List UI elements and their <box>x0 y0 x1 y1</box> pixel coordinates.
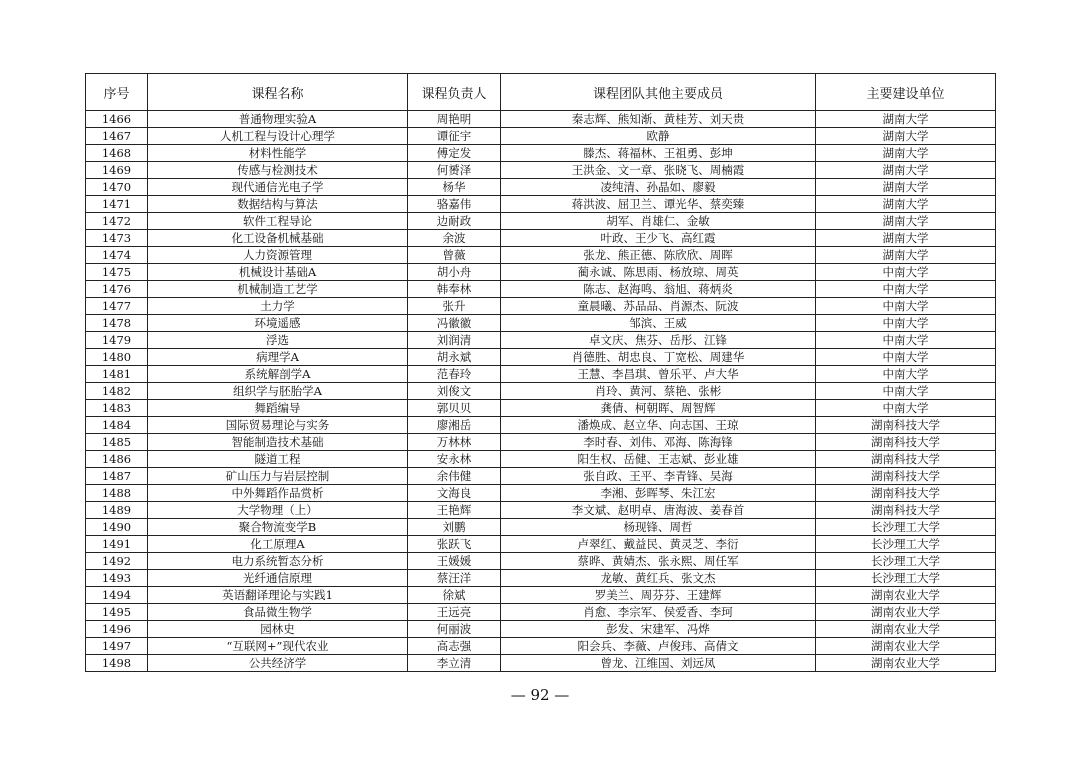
cell-team-members: 欧静 <box>501 128 816 145</box>
table-row <box>86 196 996 213</box>
table-row <box>86 179 996 196</box>
table-row <box>86 502 996 519</box>
cell-institution: 湖南科技大学 <box>816 417 996 434</box>
cell-institution: 湖南农业大学 <box>816 638 996 655</box>
cell-institution: 中南大学 <box>816 281 996 298</box>
cell-index: 1489 <box>86 502 148 519</box>
cell-course-name: 隧道工程 <box>148 451 408 468</box>
cell-course-lead: 高志强 <box>408 638 501 655</box>
cell-institution: 中南大学 <box>816 383 996 400</box>
cell-index: 1483 <box>86 400 148 417</box>
cell-index: 1497 <box>86 638 148 655</box>
cell-institution: 长沙理工大学 <box>816 553 996 570</box>
cell-course-lead: 余波 <box>408 230 501 247</box>
cell-institution: 湖南大学 <box>816 179 996 196</box>
cell-course-name: 浮选 <box>148 332 408 349</box>
table-row <box>86 247 996 264</box>
cell-index: 1492 <box>86 553 148 570</box>
cell-course-name: 土力学 <box>148 298 408 315</box>
cell-index: 1485 <box>86 434 148 451</box>
cell-course-lead: 周艳明 <box>408 111 501 128</box>
cell-team-members: 凌纯清、孙晶如、廖毅 <box>501 179 816 196</box>
table-row <box>86 281 996 298</box>
table-row <box>86 536 996 553</box>
cell-course-name: 机械设计基础A <box>148 264 408 281</box>
cell-team-members: 阳生权、岳健、王志斌、彭业雄 <box>501 451 816 468</box>
cell-index: 1480 <box>86 349 148 366</box>
cell-index: 1470 <box>86 179 148 196</box>
table-row <box>86 400 996 417</box>
cell-course-lead: 万林林 <box>408 434 501 451</box>
cell-institution: 湖南科技大学 <box>816 468 996 485</box>
cell-course-lead: 文海良 <box>408 485 501 502</box>
table-row <box>86 128 996 145</box>
cell-course-name: 系统解剖学A <box>148 366 408 383</box>
table-row <box>86 417 996 434</box>
cell-team-members: 阳会兵、李薇、卢俊玮、高倩文 <box>501 638 816 655</box>
cell-course-name: 化工设备机械基础 <box>148 230 408 247</box>
table-row <box>86 230 996 247</box>
cell-course-name: 机械制造工艺学 <box>148 281 408 298</box>
table-row <box>86 213 996 230</box>
cell-institution: 湖南科技大学 <box>816 434 996 451</box>
cell-team-members: 邹滨、王威 <box>501 315 816 332</box>
cell-course-name: 普通物理实验A <box>148 111 408 128</box>
table-row <box>86 485 996 502</box>
cell-course-name: 化工原理A <box>148 536 408 553</box>
cell-course-name: “互联网+”现代农业 <box>148 638 408 655</box>
table-row <box>86 315 996 332</box>
cell-team-members: 肖愈、李宗军、侯爱香、李珂 <box>501 604 816 621</box>
cell-index: 1474 <box>86 247 148 264</box>
cell-institution: 湖南大学 <box>816 230 996 247</box>
cell-institution: 湖南大学 <box>816 128 996 145</box>
cell-index: 1494 <box>86 587 148 604</box>
cell-team-members: 肖玲、黄河、蔡艳、张彬 <box>501 383 816 400</box>
cell-course-lead: 王艳辉 <box>408 502 501 519</box>
cell-index: 1481 <box>86 366 148 383</box>
cell-institution: 湖南科技大学 <box>816 502 996 519</box>
cell-course-name: 舞蹈编导 <box>148 400 408 417</box>
table-row <box>86 366 996 383</box>
cell-course-name: 病理学A <box>148 349 408 366</box>
cell-course-lead: 曾薇 <box>408 247 501 264</box>
cell-course-lead: 韩奉林 <box>408 281 501 298</box>
cell-index: 1491 <box>86 536 148 553</box>
cell-index: 1471 <box>86 196 148 213</box>
cell-team-members: 胡军、肖雄仁、金敏 <box>501 213 816 230</box>
cell-team-members: 李文斌、赵明卓、唐海波、姜春首 <box>501 502 816 519</box>
cell-course-lead: 王媛媛 <box>408 553 501 570</box>
cell-index: 1487 <box>86 468 148 485</box>
table-row <box>86 604 996 621</box>
cell-course-name: 现代通信光电子学 <box>148 179 408 196</box>
cell-course-name: 数据结构与算法 <box>148 196 408 213</box>
cell-course-lead: 何赟泽 <box>408 162 501 179</box>
cell-team-members: 王慧、李昌琪、曾乐平、卢大华 <box>501 366 816 383</box>
cell-index: 1493 <box>86 570 148 587</box>
cell-index: 1490 <box>86 519 148 536</box>
cell-course-name: 智能制造技术基础 <box>148 434 408 451</box>
cell-institution: 湖南大学 <box>816 247 996 264</box>
cell-team-members: 蔺永诚、陈思雨、杨放琼、周英 <box>501 264 816 281</box>
cell-team-members: 王洪金、文一章、张晓飞、周楠霞 <box>501 162 816 179</box>
cell-team-members: 张龙、熊正德、陈欣欣、周晖 <box>501 247 816 264</box>
cell-index: 1479 <box>86 332 148 349</box>
cell-course-name: 人机工程与设计心理学 <box>148 128 408 145</box>
cell-course-name: 电力系统暂态分析 <box>148 553 408 570</box>
table-row <box>86 587 996 604</box>
cell-team-members: 彭发、宋建军、冯烨 <box>501 621 816 638</box>
cell-index: 1495 <box>86 604 148 621</box>
cell-course-lead: 何丽波 <box>408 621 501 638</box>
table-row <box>86 621 996 638</box>
cell-team-members: 杨现锋、周哲 <box>501 519 816 536</box>
table-body <box>86 111 996 672</box>
cell-index: 1475 <box>86 264 148 281</box>
cell-course-name: 软件工程导论 <box>148 213 408 230</box>
header-course-lead: 课程负责人 <box>408 74 501 111</box>
cell-course-lead: 余伟健 <box>408 468 501 485</box>
table-row <box>86 298 996 315</box>
cell-course-name: 聚合物流变学B <box>148 519 408 536</box>
cell-institution: 中南大学 <box>816 264 996 281</box>
table-row <box>86 383 996 400</box>
cell-index: 1467 <box>86 128 148 145</box>
cell-institution: 湖南科技大学 <box>816 451 996 468</box>
cell-course-lead: 刘润清 <box>408 332 501 349</box>
cell-team-members: 张自政、王平、李青锋、吴海 <box>501 468 816 485</box>
table-row <box>86 162 996 179</box>
cell-course-name: 材料性能学 <box>148 145 408 162</box>
cell-team-members: 秦志辉、熊知渐、黄桂芳、刘天贵 <box>501 111 816 128</box>
cell-team-members: 李湘、彭晖琴、朱江宏 <box>501 485 816 502</box>
table-row <box>86 349 996 366</box>
cell-course-lead: 范春玲 <box>408 366 501 383</box>
cell-team-members: 叶政、王少飞、高红霞 <box>501 230 816 247</box>
header-index: 序号 <box>86 74 148 111</box>
cell-index: 1486 <box>86 451 148 468</box>
cell-index: 1476 <box>86 281 148 298</box>
cell-institution: 中南大学 <box>816 332 996 349</box>
cell-course-name: 食品微生物学 <box>148 604 408 621</box>
table-row <box>86 519 996 536</box>
cell-course-lead: 杨华 <box>408 179 501 196</box>
table-row <box>86 434 996 451</box>
cell-course-name: 组织学与胚胎学A <box>148 383 408 400</box>
cell-course-lead: 郭贝贝 <box>408 400 501 417</box>
cell-institution: 中南大学 <box>816 298 996 315</box>
cell-institution: 中南大学 <box>816 366 996 383</box>
cell-team-members: 蒋洪波、屈卫兰、谭光华、蔡奕臻 <box>501 196 816 213</box>
cell-team-members: 李时春、刘伟、邓海、陈海锋 <box>501 434 816 451</box>
cell-course-name: 光纤通信原理 <box>148 570 408 587</box>
cell-team-members: 卓文庆、焦芬、岳彤、江锋 <box>501 332 816 349</box>
cell-index: 1466 <box>86 111 148 128</box>
cell-course-name: 国际贸易理论与实务 <box>148 417 408 434</box>
cell-course-lead: 徐斌 <box>408 587 501 604</box>
table-row <box>86 145 996 162</box>
cell-institution: 湖南农业大学 <box>816 587 996 604</box>
cell-course-lead: 安永林 <box>408 451 501 468</box>
cell-course-name: 传感与检测技术 <box>148 162 408 179</box>
cell-course-lead: 谭征宇 <box>408 128 501 145</box>
cell-course-lead: 张升 <box>408 298 501 315</box>
cell-course-lead: 冯徽徽 <box>408 315 501 332</box>
cell-index: 1484 <box>86 417 148 434</box>
cell-institution: 湖南科技大学 <box>816 485 996 502</box>
cell-team-members: 滕杰、蒋福林、王祖勇、彭坤 <box>501 145 816 162</box>
table-row <box>86 111 996 128</box>
table-row <box>86 570 996 587</box>
cell-team-members: 陈志、赵海鸣、翁旭、蒋炳炎 <box>501 281 816 298</box>
cell-team-members: 曾龙、江维国、刘远凤 <box>501 655 816 672</box>
cell-course-name: 环境遥感 <box>148 315 408 332</box>
cell-institution: 湖南农业大学 <box>816 655 996 672</box>
table-row <box>86 638 996 655</box>
table-header-row <box>86 74 996 111</box>
cell-course-lead: 胡小舟 <box>408 264 501 281</box>
cell-course-name: 英语翻译理论与实践1 <box>148 587 408 604</box>
cell-course-lead: 刘俊文 <box>408 383 501 400</box>
cell-team-members: 卢翠红、戴益民、黄灵芝、李衍 <box>501 536 816 553</box>
cell-course-name: 公共经济学 <box>148 655 408 672</box>
cell-index: 1498 <box>86 655 148 672</box>
cell-institution: 湖南农业大学 <box>816 621 996 638</box>
cell-institution: 长沙理工大学 <box>816 536 996 553</box>
cell-index: 1468 <box>86 145 148 162</box>
cell-index: 1496 <box>86 621 148 638</box>
cell-team-members: 童晨曦、苏品品、肖源杰、阮波 <box>501 298 816 315</box>
cell-course-lead: 张跃飞 <box>408 536 501 553</box>
cell-course-lead: 蔡汪洋 <box>408 570 501 587</box>
cell-course-lead: 傅定发 <box>408 145 501 162</box>
cell-index: 1469 <box>86 162 148 179</box>
cell-institution: 湖南大学 <box>816 145 996 162</box>
cell-team-members: 龙敏、黄红兵、张文杰 <box>501 570 816 587</box>
header-team-members: 课程团队其他主要成员 <box>501 74 816 111</box>
table-row <box>86 264 996 281</box>
cell-team-members: 龚倩、柯朝晖、周智辉 <box>501 400 816 417</box>
table-row <box>86 451 996 468</box>
cell-institution: 湖南大学 <box>816 111 996 128</box>
cell-index: 1482 <box>86 383 148 400</box>
cell-course-lead: 骆嘉伟 <box>408 196 501 213</box>
cell-index: 1488 <box>86 485 148 502</box>
cell-institution: 湖南大学 <box>816 196 996 213</box>
cell-course-name: 园林史 <box>148 621 408 638</box>
page-number: — 92 — <box>510 686 570 704</box>
cell-course-lead: 边耐政 <box>408 213 501 230</box>
cell-course-name: 矿山压力与岩层控制 <box>148 468 408 485</box>
cell-index: 1473 <box>86 230 148 247</box>
table-row <box>86 553 996 570</box>
cell-institution: 中南大学 <box>816 315 996 332</box>
cell-course-lead: 廖湘岳 <box>408 417 501 434</box>
cell-index: 1472 <box>86 213 148 230</box>
cell-team-members: 肖德胜、胡忠良、丁宽松、周建华 <box>501 349 816 366</box>
course-table <box>85 73 996 672</box>
cell-index: 1477 <box>86 298 148 315</box>
table-row <box>86 468 996 485</box>
cell-course-lead: 胡永斌 <box>408 349 501 366</box>
cell-institution: 湖南大学 <box>816 162 996 179</box>
cell-institution: 长沙理工大学 <box>816 519 996 536</box>
cell-index: 1478 <box>86 315 148 332</box>
cell-team-members: 潘焕成、赵立华、向志国、王琼 <box>501 417 816 434</box>
table-row <box>86 655 996 672</box>
cell-institution: 中南大学 <box>816 400 996 417</box>
cell-course-lead: 王远亮 <box>408 604 501 621</box>
cell-institution: 湖南农业大学 <box>816 604 996 621</box>
cell-course-lead: 李立清 <box>408 655 501 672</box>
header-course-name: 课程名称 <box>148 74 408 111</box>
cell-team-members: 罗美兰、周芬芬、王建辉 <box>501 587 816 604</box>
table-row <box>86 332 996 349</box>
cell-institution: 长沙理工大学 <box>816 570 996 587</box>
cell-course-name: 人力资源管理 <box>148 247 408 264</box>
header-institution: 主要建设单位 <box>816 74 996 111</box>
cell-institution: 中南大学 <box>816 349 996 366</box>
cell-course-name: 大学物理（上） <box>148 502 408 519</box>
cell-institution: 湖南大学 <box>816 213 996 230</box>
cell-course-name: 中外舞蹈作品赏析 <box>148 485 408 502</box>
cell-course-lead: 刘鹏 <box>408 519 501 536</box>
cell-team-members: 蔡晔、黄婧杰、张永熙、周任军 <box>501 553 816 570</box>
